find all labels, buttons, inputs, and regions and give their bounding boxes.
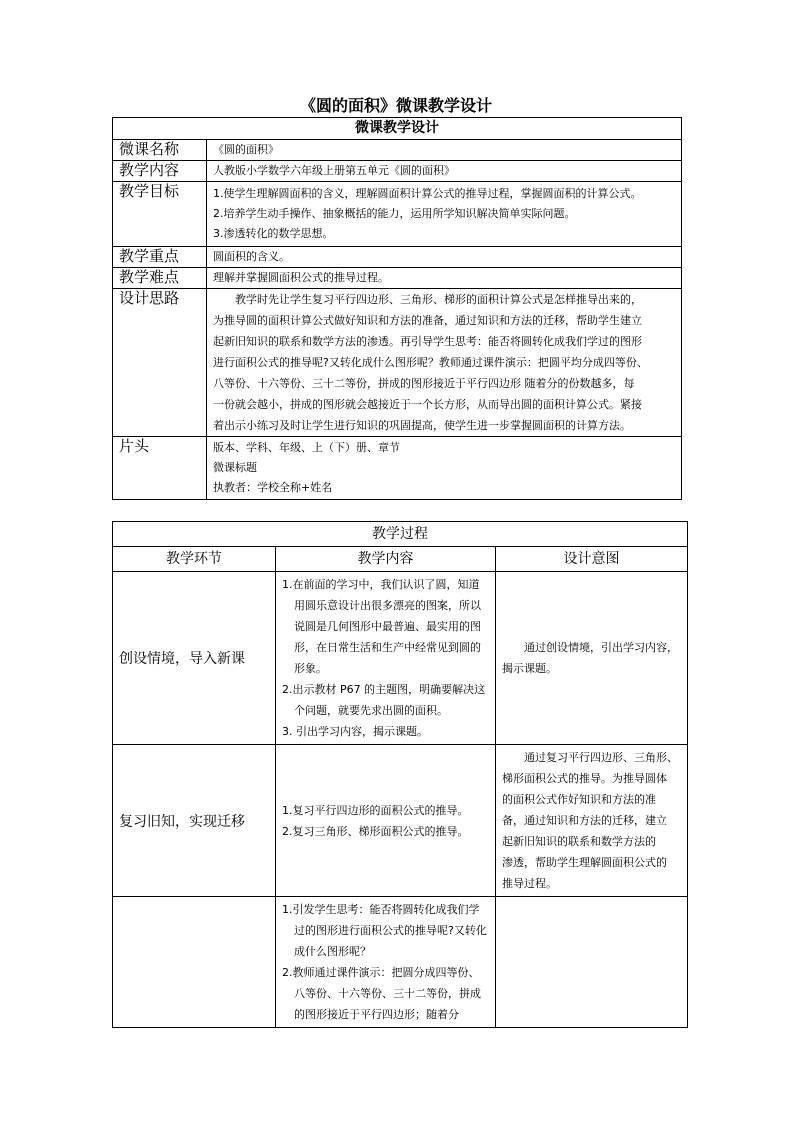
approach-line: 一份就会越小，拼成的图形就会越接近于一个长方形，从而导出圆的面积计算公式。紧接 — [213, 398, 642, 411]
intent-cell — [496, 745, 688, 897]
label-design-approach: 设计思路 — [113, 289, 207, 437]
stage-cell: 复习旧知，实现迁移 — [113, 745, 276, 897]
opening-item: 版本、学科、年级、上（下）册、章节 — [213, 441, 400, 454]
stage-cell: 创设情境，导入新课 — [113, 572, 276, 745]
value-teaching-goals — [207, 182, 682, 247]
document-title: 《圆的面积》微课教学设计 — [299, 96, 492, 115]
opening-item: 执教者：学校全称+姓名 — [213, 481, 333, 494]
intent-line: 的面积公式作好知识和方法的准 — [502, 793, 656, 806]
label-key-point: 教学重点 — [113, 247, 207, 268]
micro-lesson-design-table — [112, 117, 682, 500]
goal-item: 1.使学生理解圆面积的含义，理解圆面积计算公式的推导过程，掌握圆面积的计算公式。 — [213, 187, 642, 200]
intent-line: 推导过程。 — [502, 877, 557, 890]
content-item: 1.引发学生思考：能否将圆转化成我们学过的图形进行面积公式的推导呢?又转化成什么图形呢？ — [282, 903, 487, 958]
value-difficulty: 理解并掌握圆面积公式的推导过程。 — [207, 268, 682, 289]
intent-line: 梯形面积公式的推导。为推导圆体 — [502, 772, 667, 785]
label-teaching-content: 教学内容 — [113, 161, 207, 182]
approach-line: 进行面积公式的推导呢?又转化成什么图形呢？教师通过课件演示：把圆平均分成四等份、 — [213, 356, 648, 369]
intent-line: 揭示课题。 — [502, 662, 557, 675]
approach-line: 着出示小练习及时让学生进行知识的巩固提高，使学生进一步掌握圆面积的计算方法。 — [213, 419, 631, 432]
intent-line: 起新旧知识的联系和数学方法的 — [502, 835, 656, 848]
teaching-process-table — [112, 521, 688, 1028]
header-intent: 设计意图 — [496, 547, 688, 572]
value-lesson-name: 《圆的面积》 — [207, 140, 682, 161]
label-lesson-name: 微课名称 — [113, 140, 207, 161]
goal-item: 2.培养学生动手操作、抽象概括的能力，运用所学知识解决简单实际问题。 — [213, 207, 576, 220]
intent-line: 通过复习平行四边形、三角形、 — [502, 751, 678, 764]
header-stage: 教学环节 — [113, 547, 276, 572]
content-item: 2.教师通过课件演示：把圆分成四等份、八等份、十六等份、三十二等份，拼成的图形接近于平行四边形；随着分 — [282, 966, 481, 1021]
content-item: 3. 引出学习内容，揭示课题。 — [282, 725, 428, 738]
goal-item: 3.渗透转化的数学思想。 — [213, 227, 334, 240]
opening-item: 微课标题 — [213, 461, 257, 474]
value-teaching-content: 人教版小学数学六年级上册第五单元《圆的面积》 — [207, 161, 682, 182]
label-difficulty: 教学难点 — [113, 268, 207, 289]
value-key-point: 圆面积的含义。 — [207, 247, 682, 268]
label-opening: 片头 — [113, 437, 207, 500]
content-cell — [276, 897, 496, 1028]
content-item: 1.在前面的学习中，我们认识了圆，知道用圆乐意设计出很多漂亮的图案，所以说圆是几何图形中最普遍、最实用的图形，在日常生活和生产中经常见到圆的形象。 — [282, 578, 481, 675]
stage-cell — [113, 897, 276, 1028]
design-table-caption: 微课教学设计 — [113, 118, 682, 140]
approach-line: 教学时先让学生复习平行四边形、三角形、梯形的面积计算公式是怎样推导出来的， — [213, 293, 642, 306]
intent-cell — [496, 572, 688, 745]
intent-line: 渗透，帮助学生理解圆面积公式的 — [502, 856, 667, 869]
process-table-caption: 教学过程 — [113, 522, 688, 547]
content-cell — [276, 745, 496, 897]
header-content: 教学内容 — [276, 547, 496, 572]
value-opening — [207, 437, 682, 500]
approach-line: 起新旧知识的联系和数学方法的渗透。再引导学生思考：能否将圆转化成我们学过的图形 — [213, 335, 642, 348]
approach-line: 八等份、十六等份、三十二等份，拼成的图形接近于平行四边形 随着分的份数越多，每 — [213, 377, 635, 390]
label-teaching-goals: 教学目标 — [113, 182, 207, 247]
content-item: 2.出示教材 P67 的主题图，明确要解决这个问题，就要先求出圆的面积。 — [282, 683, 486, 717]
intent-cell — [496, 897, 688, 1028]
content-item: 2.复习三角形、梯形面积公式的推导。 — [282, 824, 469, 838]
intent-line: 通过创设情境，引出学习内容， — [502, 641, 678, 654]
approach-line: 为推导圆的面积计算公式做好知识和方法的准备，通过知识和方法的迁移，帮助学生建立 — [213, 314, 642, 327]
intent-line: 备，通过知识和方法的迁移，建立 — [502, 814, 667, 827]
value-design-approach — [207, 289, 682, 437]
content-item: 1.复习平行四边形的面积公式的推导。 — [282, 803, 469, 817]
content-cell — [276, 572, 496, 745]
